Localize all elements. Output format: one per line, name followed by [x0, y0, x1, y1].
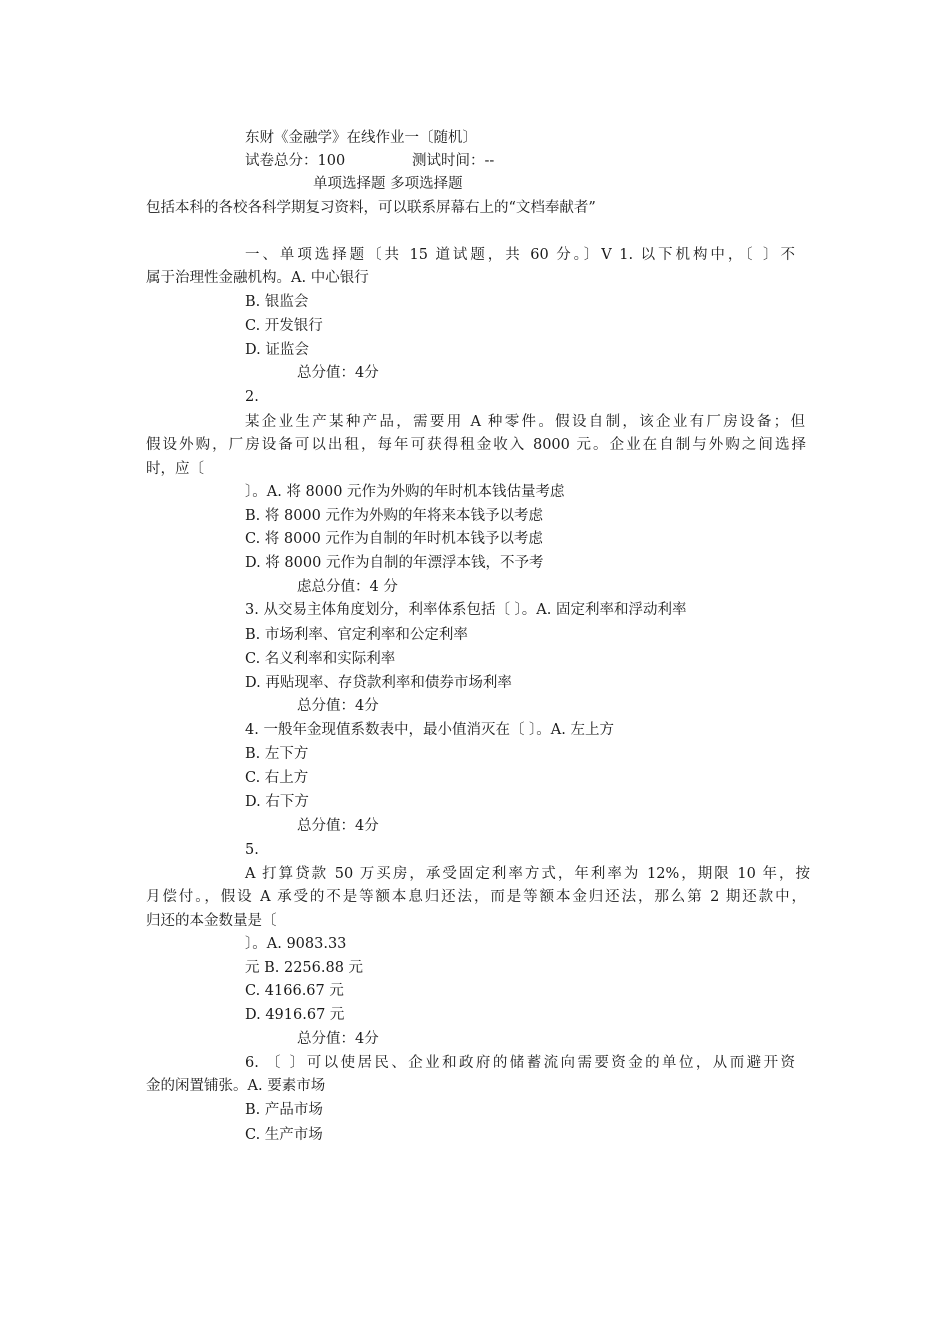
q1-option-c: C. 开发银行 — [245, 318, 323, 334]
q2-stem-line1: 某企业生产某种产品，需要用 A 种零件。假设自制，该企业有厂房设备；但 — [245, 414, 805, 430]
q2-option-c: C. 将 8000 元作为自制的年时机本钱予以考虑 — [245, 531, 543, 547]
q4-score: 总分值：4分 — [297, 818, 379, 834]
q3-score: 总分值：4分 — [297, 698, 379, 714]
q5-score: 总分值：4分 — [297, 1031, 379, 1047]
q2-stem-line3: 时，应〔 — [146, 461, 204, 477]
q5-option-b: 元 B. 2256.88 元 — [245, 960, 364, 976]
q3-option-d: D. 再贴现率、存贷款利率和债券市场利率 — [245, 675, 512, 691]
q2-stem-line2: 假设外购，厂房设备可以出租，每年可获得租金收入 8000 元。企业在自制与外购之间选择 — [146, 437, 806, 453]
q5-option-c: C. 4166.67 元 — [245, 983, 344, 999]
q2-score: 虑总分值：4 分 — [297, 579, 398, 595]
total-score: 试卷总分：100 — [245, 153, 346, 169]
q4-option-c: C. 右上方 — [245, 770, 309, 786]
q6-stem-line2: 金的闲置铺张。A. 要素市场 — [146, 1078, 326, 1094]
q1-stem-line2: 属于治理性金融机构。A. 中心银行 — [146, 270, 369, 286]
q6-option-c: C. 生产市场 — [245, 1127, 323, 1143]
q5-option-d: D. 4916.67 元 — [245, 1007, 345, 1023]
q5-stem-line1: A 打算贷款 50 万买房，承受固定利率方式，年利率为 12%，期限 10 年，按 — [245, 866, 810, 882]
q4-stem: 4. 一般年金现值系数表中，最小值消灭在〔 〕。A. 左上方 — [245, 722, 614, 738]
q1-score: 总分值：4分 — [297, 365, 379, 381]
q1-stem-line1: 一、单项选择题〔共 15 道试题，共 60 分。〕V 1. 以下机构中，〔 〕不 — [245, 247, 795, 263]
notice-text: 包括本科的各校各科学期复习资料，可以联系屏幕右上的“文档奉献者” — [146, 200, 596, 216]
q2-option-b: B. 将 8000 元作为外购的年将来本钱予以考虑 — [245, 508, 543, 524]
q5-stem-line2: 月偿付。，假设 A 承受的不是等额本息归还法，而是等额本金归还法，那么第 2 期还款中， — [146, 889, 806, 905]
q5-stem-line3: 归还的本金数量是〔 — [146, 913, 277, 929]
q1-option-d: D. 证监会 — [245, 342, 309, 358]
test-time: 测试时间：-- — [412, 153, 495, 169]
q2-option-a: 〕。A. 将 8000 元作为外购的年时机本钱估量考虑 — [245, 484, 565, 500]
q5-option-a: 〕。A. 9083.33 — [245, 936, 347, 952]
q4-option-b: B. 左下方 — [245, 746, 309, 762]
q6-option-b: B. 产品市场 — [245, 1102, 323, 1118]
q4-option-d: D. 右下方 — [245, 794, 309, 810]
q2-option-d: D. 将 8000 元作为自制的年漂浮本钱，不予考 — [245, 555, 544, 571]
document-title: 东财《金融学》在线作业一〔随机〕 — [245, 130, 477, 146]
q3-option-c: C. 名义利率和实际利率 — [245, 651, 396, 667]
section-list: 单项选择题 多项选择题 — [313, 176, 463, 192]
q5-number: 5. — [245, 842, 259, 858]
q1-option-b: B. 银监会 — [245, 294, 309, 310]
q3-stem: 3. 从交易主体角度划分，利率体系包括〔 〕。A. 固定利率和浮动利率 — [245, 602, 687, 618]
q6-stem-line1: 6. 〔 〕可以使居民、企业和政府的储蓄流向需要资金的单位，从而避开资 — [245, 1055, 795, 1071]
q3-option-b: B. 市场利率、官定利率和公定利率 — [245, 627, 468, 643]
q2-number: 2. — [245, 389, 259, 405]
